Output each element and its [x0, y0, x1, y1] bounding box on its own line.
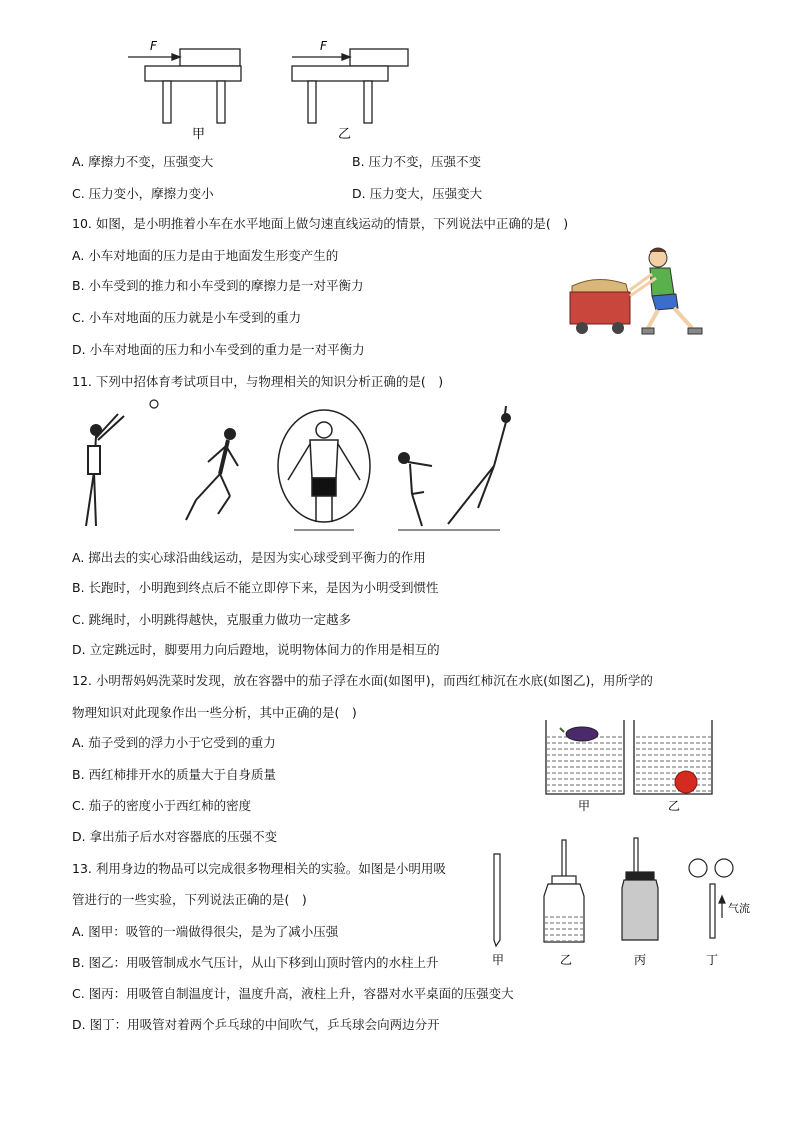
- tomato-icon: [675, 771, 697, 793]
- airflow-label: 气流: [728, 902, 750, 915]
- boy-pushing-cart-figure: [566, 244, 710, 340]
- q13-option-d: D. 图丁：用吸管对着两个乒乓球的中间吹气，乒乓球会向两边分开: [72, 1017, 440, 1032]
- fig-caption-yi: 乙: [560, 953, 573, 967]
- fig-caption-yi: 乙: [338, 127, 352, 142]
- cart-icon: [570, 279, 630, 334]
- q11-option-c: C. 跳绳时，小明跳得越快，克服重力做功一定越多: [72, 612, 352, 627]
- q12-option-d: D. 拿出茄子后水对容器底的压强不变: [72, 829, 278, 844]
- ping-pong-ball-right: [715, 859, 733, 877]
- long-jumper-icon: [398, 406, 510, 530]
- fig-caption-bing: 丙: [634, 953, 647, 967]
- shot-put-athlete-icon: [86, 400, 158, 526]
- q13-option-c: C. 图丙：用吸管自制温度计，温度升高，液柱上升，容器对水平桌面的压强变大: [72, 986, 514, 1001]
- q13-stem-line2: 管进行的一些实验，下列说法正确的是( ): [72, 892, 307, 907]
- q10-option-a: A. 小车对地面的压力是由于地面发生形变产生的: [72, 248, 339, 263]
- force-label-right: F: [320, 39, 327, 53]
- straw-experiments-figure: [484, 836, 764, 970]
- q12-option-b: B. 西红柿排开水的质量大于自身质量: [72, 767, 277, 782]
- sports-figures: [70, 396, 520, 538]
- q12-option-a: A. 茄子受到的浮力小于它受到的重力: [72, 735, 276, 750]
- fig-caption-jia: 甲: [578, 799, 591, 813]
- container-left: [546, 720, 624, 794]
- straw-jia: [494, 854, 500, 946]
- thermometer-bottle-bing: [622, 838, 658, 940]
- q13-option-a: A. 图甲：吸管的一端做得很尖，是为了减小压强: [72, 924, 339, 939]
- ping-pong-ball-left: [689, 859, 707, 877]
- q11-option-d: D. 立定跳远时，脚要用力向后蹬地，说明物体间力的作用是相互的: [72, 642, 440, 657]
- q9-option-c: C. 压力变小，摩擦力变小: [72, 186, 214, 201]
- q11-stem: 11. 下列中招体育考试项目中，与物理相关的知识分析正确的是( ): [72, 374, 444, 389]
- q10-option-c: C. 小车对地面的压力就是小车受到的重力: [72, 310, 302, 325]
- q10-option-d: D. 小车对地面的压力和小车受到的重力是一对平衡力: [72, 342, 365, 357]
- q12-stem-line2: 物理知识对此现象作出一些分析，其中正确的是( ): [72, 705, 357, 720]
- eggplant-icon: [566, 727, 598, 741]
- runner-icon: [186, 429, 238, 520]
- q9-option-a: A. 摩擦力不变，压强变大: [72, 154, 214, 169]
- ping-pong-setup-ding: [689, 859, 733, 938]
- fig-caption-yi: 乙: [668, 799, 681, 813]
- rope-skipper-icon: [278, 410, 370, 530]
- q13-stem-line1: 13. 利用身边的物品可以完成很多物理相关的实验。如图是小明用吸: [72, 861, 446, 876]
- q9-option-d: D. 压力变大，压强变大: [352, 186, 483, 201]
- q11-option-a: A. 掷出去的实心球沿曲线运动，是因为实心球受到平衡力的作用: [72, 550, 426, 565]
- table-figure-right: [292, 49, 408, 123]
- q10-option-b: B. 小车受到的推力和小车受到的摩擦力是一对平衡力: [72, 278, 364, 293]
- barometer-bottle-yi: [544, 840, 584, 942]
- table-figure-left: [128, 49, 241, 123]
- q12-option-c: C. 茄子的密度小于西红柿的密度: [72, 798, 252, 813]
- q9-option-b: B. 压力不变，压强不变: [352, 154, 482, 169]
- q12-stem-line1: 12. 小明帮妈妈洗菜时发现，放在容器中的茄子浮在水面(如图甲)，而西红柿沉在水底(如图乙)，用所学的: [72, 673, 653, 688]
- container-right: [634, 720, 712, 794]
- fig-caption-jia: 甲: [492, 953, 505, 967]
- table-block-figure: [120, 34, 420, 146]
- fig-caption-jia: 甲: [192, 127, 206, 142]
- q10-stem: 10. 如图，是小明推着小车在水平地面上做匀速直线运动的情景，下列说法中正确的是( ): [72, 216, 569, 231]
- floating-sinking-figure: [540, 716, 716, 814]
- boy-icon: [630, 248, 702, 334]
- q13-option-b: B. 图乙：用吸管制成水气压计，从山下移到山顶时管内的水柱上升: [72, 955, 439, 970]
- fig-caption-ding: 丁: [706, 953, 719, 967]
- force-label-left: F: [150, 39, 157, 53]
- q11-option-b: B. 长跑时，小明跑到终点后不能立即停下来，是因为小明受到惯性: [72, 580, 439, 595]
